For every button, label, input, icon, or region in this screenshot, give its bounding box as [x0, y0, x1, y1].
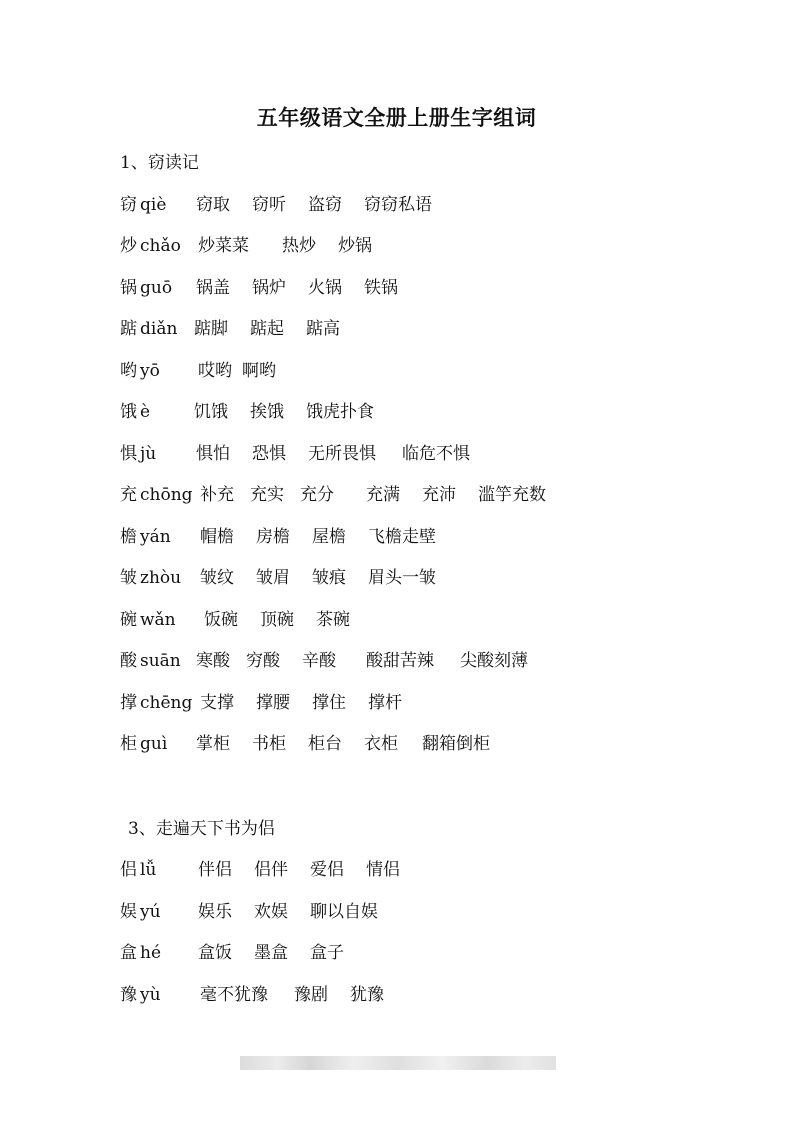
vocab-character: 碗 [120, 610, 137, 630]
vocab-word: 热炒 [282, 236, 316, 256]
vocab-word: 窃听 [252, 195, 286, 215]
vocab-word: 盒子 [310, 943, 344, 963]
vocab-pinyin: chǎo [140, 236, 181, 256]
vocab-word: 铁锅 [364, 278, 398, 298]
vocab-word: 踮脚 [194, 319, 228, 339]
vocab-pinyin: guì [140, 734, 168, 754]
vocab-character: 柜 [120, 734, 137, 754]
vocab-pinyin: è [140, 402, 151, 422]
vocab-character-pinyin [120, 855, 156, 880]
vocab-pinyin: wǎn [140, 610, 176, 630]
vocab-word: 锅盖 [196, 278, 230, 298]
vocab-word: 炒菜菜 [198, 236, 249, 256]
vocab-word: 寒酸 [196, 651, 230, 671]
vocab-word: 尖酸刻薄 [460, 651, 528, 671]
vocab-character-pinyin [120, 356, 160, 381]
vocab-character-pinyin [120, 190, 166, 215]
vocab-character-pinyin [120, 605, 176, 630]
vocab-word: 茶碗 [316, 610, 350, 630]
vocab-word: 帽檐 [200, 527, 234, 547]
vocab-word: 皱纹 [200, 568, 234, 588]
vocab-pinyin: chēng [140, 693, 193, 713]
vocab-word: 娱乐 [198, 902, 232, 922]
vocab-word: 补充 [200, 485, 234, 505]
vocab-word: 惧怕 [196, 444, 230, 464]
vocab-word: 欢娱 [254, 902, 288, 922]
vocab-word: 皱眉 [256, 568, 290, 588]
vocab-character: 皱 [120, 568, 137, 588]
vocab-word: 饥饿 [194, 402, 228, 422]
vocab-character-pinyin [120, 231, 181, 256]
vocab-word: 犹豫 [350, 985, 384, 1005]
vocab-word: 盒饭 [198, 943, 232, 963]
vocab-word: 眉头一皱 [368, 568, 436, 588]
vocab-word: 伴侣 [198, 860, 232, 880]
vocab-word: 墨盒 [254, 943, 288, 963]
vocab-word: 啊哟 [242, 361, 276, 381]
vocab-word: 窃窃私语 [364, 195, 432, 215]
vocab-character-pinyin [120, 397, 150, 422]
vocab-character: 盒 [120, 943, 137, 963]
section-heading-1: 1、窃读记 [120, 153, 199, 173]
vocab-pinyin: chōng [140, 485, 193, 505]
vocab-word: 聊以自娱 [310, 902, 378, 922]
vocab-character: 惧 [120, 444, 137, 464]
vocab-character-pinyin [120, 563, 181, 588]
vocab-pinyin: lǚ [140, 860, 157, 880]
vocab-word: 窃取 [196, 195, 230, 215]
vocab-character: 酸 [120, 651, 137, 671]
vocab-word: 翻箱倒柜 [422, 734, 490, 754]
vocab-character-pinyin [120, 646, 181, 671]
vocab-character: 豫 [120, 985, 137, 1005]
vocab-word: 火锅 [308, 278, 342, 298]
vocab-word: 柜台 [308, 734, 342, 754]
vocab-word: 掌柜 [196, 734, 230, 754]
vocab-character-pinyin [120, 897, 161, 922]
vocab-word: 房檐 [256, 527, 290, 547]
vocab-pinyin: guō [140, 278, 173, 298]
vocab-word: 临危不惧 [402, 444, 470, 464]
vocab-character: 饿 [120, 402, 137, 422]
vocab-word: 爱侣 [310, 860, 344, 880]
vocab-pinyin: yù [140, 985, 161, 1005]
vocab-word: 哎哟 [198, 361, 232, 381]
vocab-character-pinyin [120, 314, 177, 339]
vocab-character-pinyin [120, 980, 161, 1005]
vocab-character: 炒 [120, 236, 137, 256]
vocab-character-pinyin [120, 273, 172, 298]
vocab-word: 撑杆 [368, 693, 402, 713]
vocab-character-pinyin [120, 522, 171, 547]
vocab-character: 侣 [120, 860, 137, 880]
vocab-word: 书柜 [252, 734, 286, 754]
vocab-character-pinyin [120, 938, 161, 963]
vocab-pinyin: suān [140, 651, 181, 671]
vocab-word: 豫剧 [294, 985, 328, 1005]
section-heading-3: 3、走遍天下书为侣 [128, 819, 275, 839]
vocab-character: 锅 [120, 278, 137, 298]
vocab-word: 支撑 [200, 693, 234, 713]
vocab-character-pinyin [120, 439, 156, 464]
vocab-word: 饿虎扑食 [306, 402, 374, 422]
vocab-word: 毫不犹豫 [200, 985, 268, 1005]
vocab-character: 充 [120, 485, 137, 505]
vocab-word: 飞檐走壁 [368, 527, 436, 547]
vocab-word: 饭碗 [204, 610, 238, 630]
vocab-word: 充沛 [422, 485, 456, 505]
vocab-word: 侣伴 [254, 860, 288, 880]
vocab-word: 充满 [366, 485, 400, 505]
vocab-pinyin: qiè [140, 195, 167, 215]
vocab-word: 无所畏惧 [308, 444, 376, 464]
vocab-word: 屋檐 [312, 527, 346, 547]
vocab-word: 盗窃 [308, 195, 342, 215]
vocab-pinyin: yú [140, 902, 161, 922]
vocab-word: 皱痕 [312, 568, 346, 588]
vocab-character: 撑 [120, 693, 137, 713]
vocab-word: 充分 [300, 485, 334, 505]
vocab-word: 衣柜 [364, 734, 398, 754]
vocab-word: 踮起 [250, 319, 284, 339]
vocab-character: 檐 [120, 527, 137, 547]
vocab-word: 挨饿 [250, 402, 284, 422]
vocab-character: 娱 [120, 902, 137, 922]
vocab-word: 撑腰 [256, 693, 290, 713]
document-title: 五年级语文全册上册生字组词 [256, 106, 537, 130]
vocab-pinyin: yán [140, 527, 171, 547]
vocab-character: 哟 [120, 361, 137, 381]
vocab-character-pinyin [120, 480, 193, 505]
vocab-word: 炒锅 [338, 236, 372, 256]
vocab-word: 穷酸 [246, 651, 280, 671]
vocab-pinyin: hé [140, 943, 162, 963]
vocab-pinyin: diǎn [140, 319, 178, 339]
vocab-word: 滥竽充数 [478, 485, 546, 505]
vocab-word: 酸甜苦辣 [366, 651, 434, 671]
vocab-word: 顶碗 [260, 610, 294, 630]
vocab-word: 锅炉 [252, 278, 286, 298]
vocab-word: 辛酸 [302, 651, 336, 671]
vocab-character: 窃 [120, 195, 137, 215]
footer-watermark [240, 1056, 556, 1070]
vocab-word: 撑住 [312, 693, 346, 713]
vocab-pinyin: yō [140, 361, 160, 381]
vocab-word: 情侣 [366, 860, 400, 880]
vocab-word: 充实 [250, 485, 284, 505]
vocab-pinyin: zhòu [140, 568, 182, 588]
vocab-character-pinyin [120, 688, 192, 713]
vocab-character: 踮 [120, 319, 137, 339]
vocab-word: 踮高 [306, 319, 340, 339]
vocab-pinyin: jù [140, 444, 157, 464]
vocab-word: 恐惧 [252, 444, 286, 464]
vocab-character-pinyin [120, 729, 167, 754]
